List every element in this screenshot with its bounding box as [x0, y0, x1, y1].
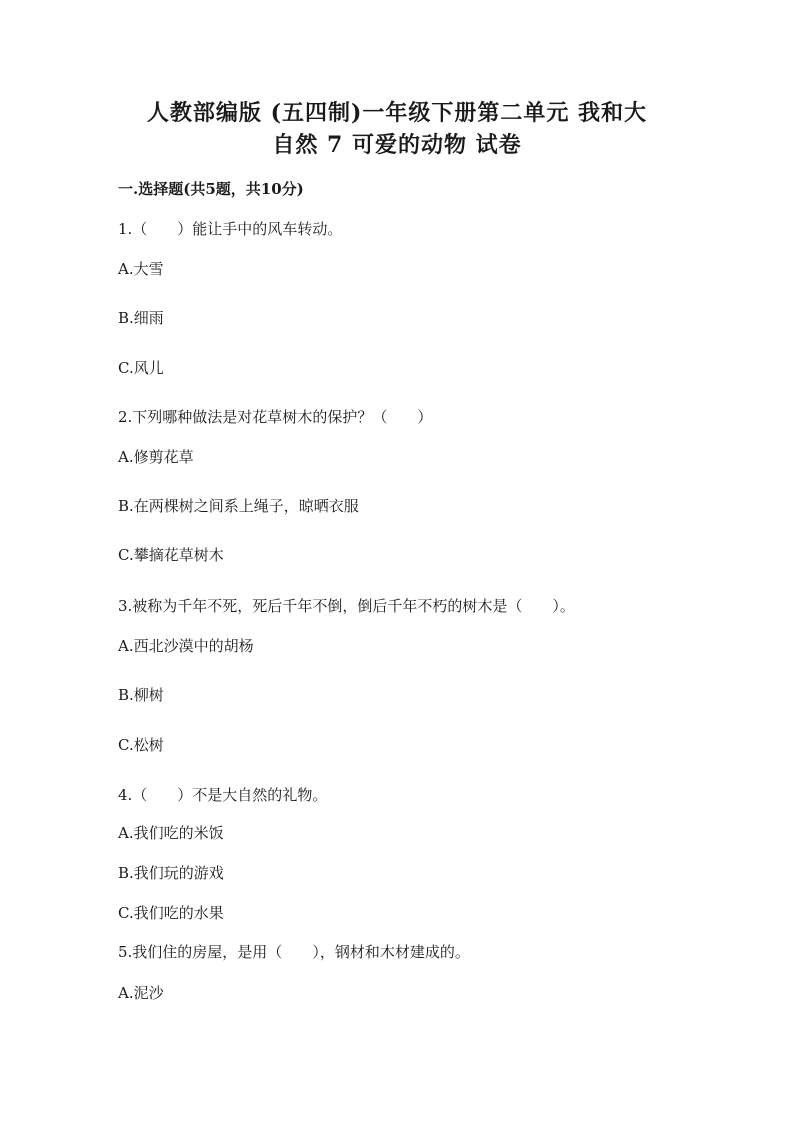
question-5-option-a: A.泥沙	[118, 984, 164, 1002]
question-2-option-b: B.在两棵树之间系上绳子，晾晒衣服	[118, 497, 359, 515]
title-line-2: 自然 7 可爱的动物 试卷	[272, 132, 522, 158]
question-4-option-a: A.我们吃的米饭	[118, 824, 224, 842]
question-1-option-b: B.细雨	[118, 309, 164, 327]
question-3-option-a: A.西北沙漠中的胡杨	[118, 637, 254, 655]
question-2-option-a: A.修剪花草	[118, 448, 194, 466]
question-3-option-c: C.松树	[118, 736, 164, 754]
question-4-option-b: B.我们玩的游戏	[118, 864, 224, 882]
question-5-stem: 5.我们住的房屋，是用（ ），钢材和木材建成的。	[118, 943, 470, 961]
question-2-option-c: C.攀摘花草树木	[118, 546, 224, 564]
question-4-option-c: C.我们吃的水果	[118, 904, 224, 922]
question-3-option-b: B.柳树	[118, 686, 164, 704]
question-3-stem: 3.被称为千年不死，死后千年不倒，倒后千年不朽的树木是（ ）。	[118, 597, 575, 615]
title-line-1: 人教部编版 (五四制)一年级下册第二单元 我和大	[146, 100, 648, 126]
question-1-option-a: A.大雪	[118, 260, 164, 278]
question-1-option-c: C.风儿	[118, 359, 164, 377]
question-4-stem: 4.（ ）不是大自然的礼物。	[118, 786, 328, 804]
question-1-stem: 1.（ ）能让手中的风车转动。	[118, 220, 343, 238]
section-header: 一.选择题(共5题，共10分)	[118, 180, 304, 198]
question-2-stem: 2.下列哪种做法是对花草树木的保护？（ ）	[118, 408, 433, 426]
